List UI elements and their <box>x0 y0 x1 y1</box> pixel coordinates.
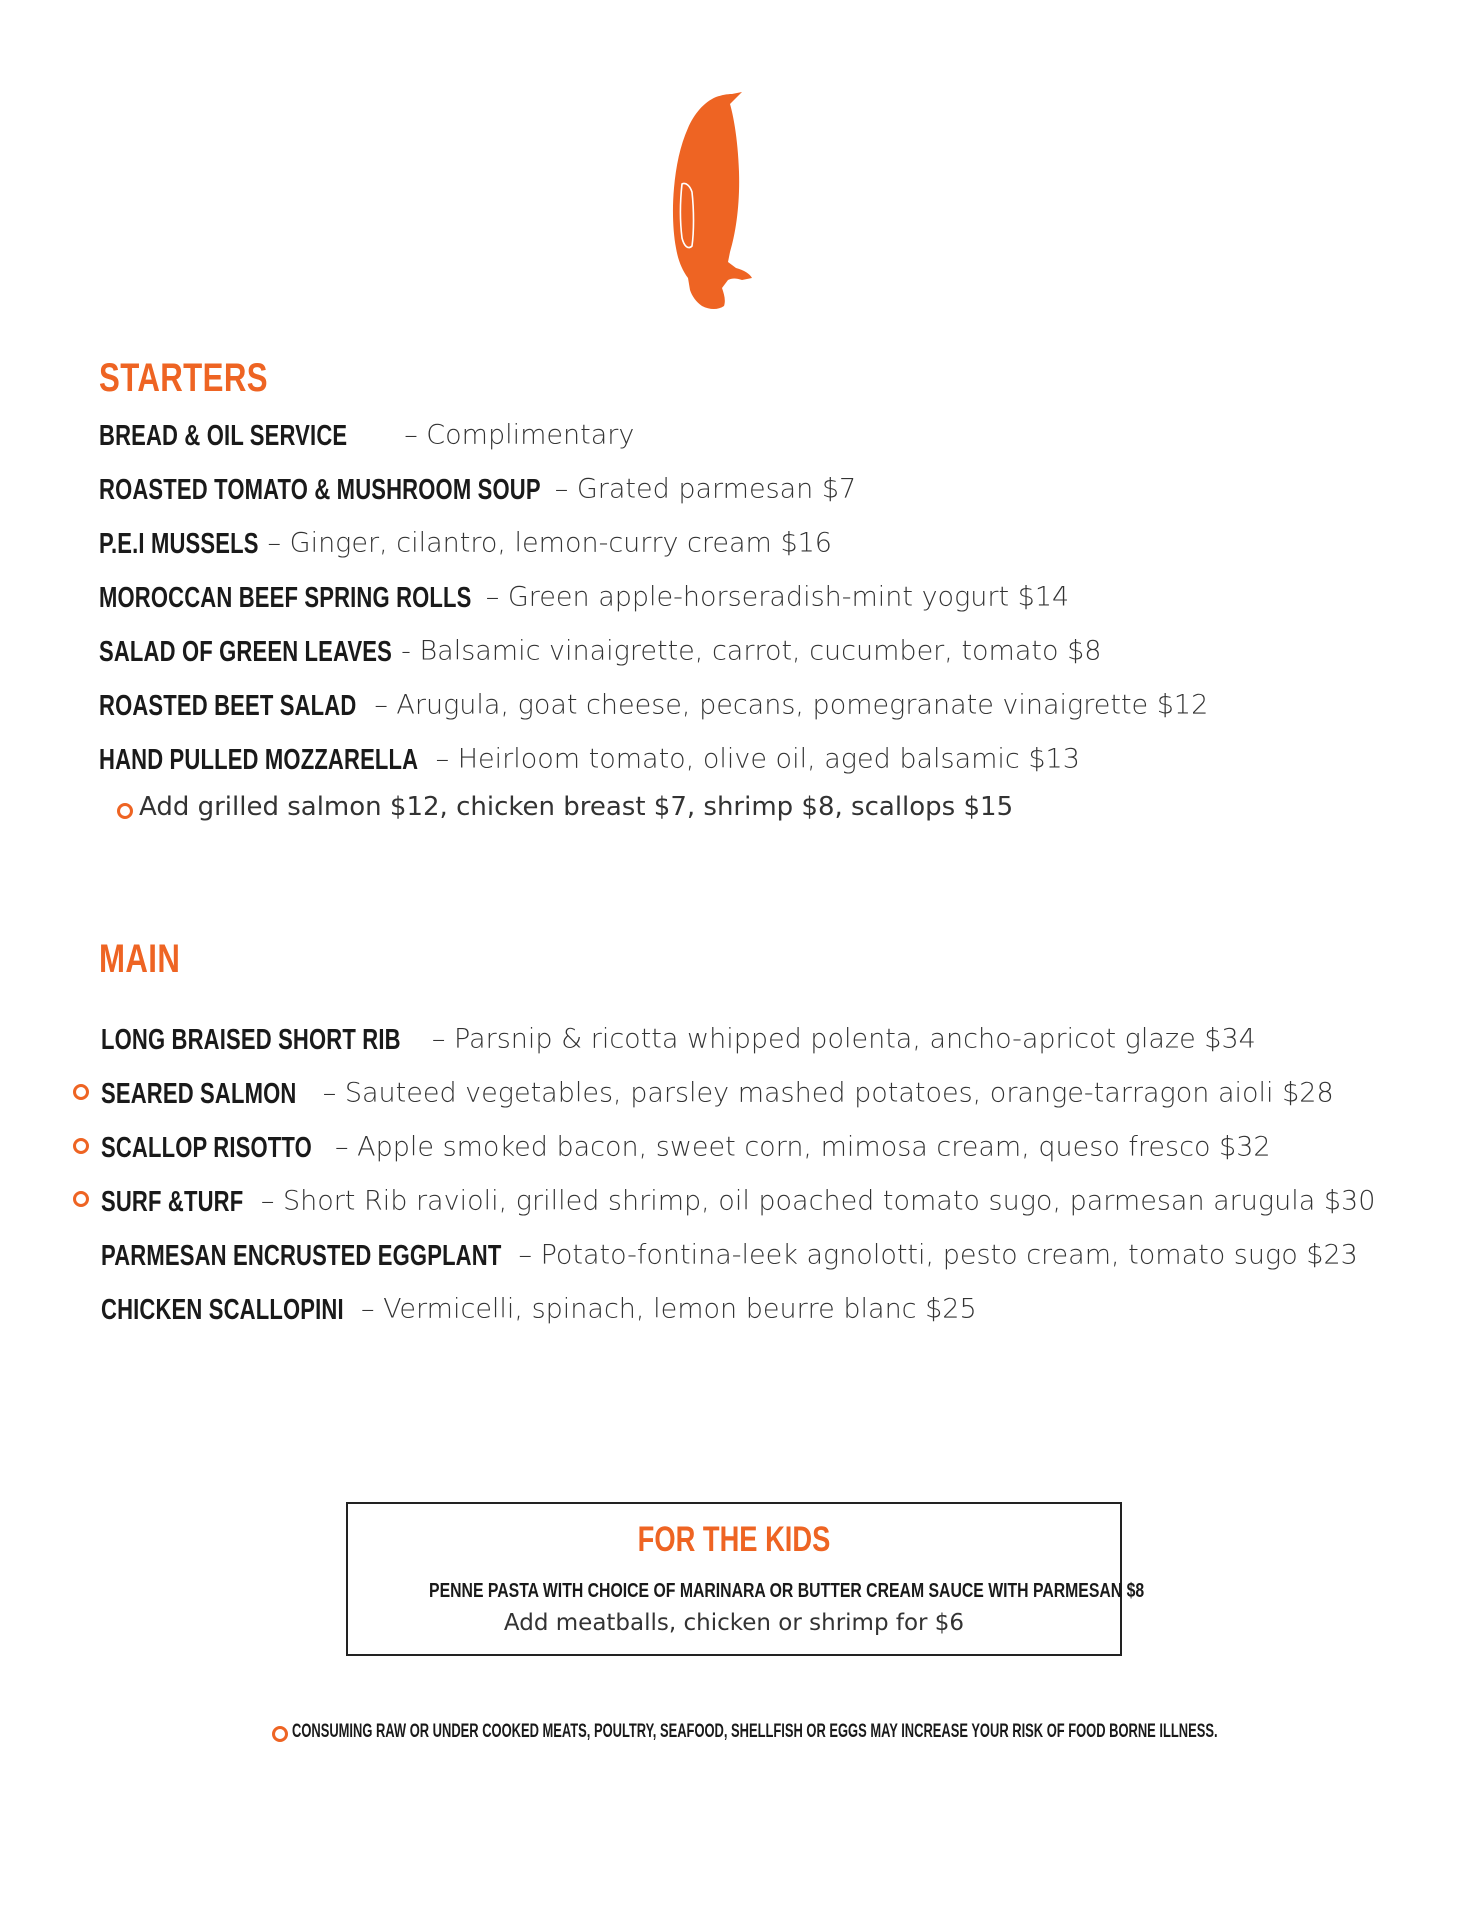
dish-description: Short Rib ravioli, grilled shrimp, oil poached tomato sugo, parmesan arugula $30 <box>282 1185 1376 1217</box>
dish-separator: – <box>314 1077 345 1109</box>
dish-description: Sauteed vegetables, parsley mashed potatoes, orange-tarragon aioli $28 <box>344 1077 1334 1109</box>
dish-separator: – <box>252 1185 283 1217</box>
dish-description: Potato-fontina-leek agnolotti, pesto cream, tomato sugo $23 <box>540 1239 1358 1271</box>
kids-addon: Add meatballs, chicken or shrimp for $6 <box>503 1610 965 1636</box>
dish-separator: – <box>365 689 397 721</box>
dish-separator: – <box>546 473 577 505</box>
dish-separator: – <box>352 1293 384 1325</box>
dish-description: Heirloom tomato, olive oil, aged balsamic $13 <box>457 743 1080 775</box>
dish-description: Complimentary <box>426 419 635 451</box>
dish-name: BREAD & OIL SERVICE <box>99 419 348 452</box>
raw-warning-bullet-icon <box>272 1726 288 1742</box>
kids-menu-box <box>346 1502 1145 1656</box>
food-safety-warning <box>272 1721 1484 1743</box>
dish-separator: – <box>509 1239 541 1271</box>
dish-description: Vermicelli, spinach, lemon beurre blanc $25 <box>383 1293 977 1325</box>
dish-description: Balsamic vinaigrette, carrot, cucumber, tomato $8 <box>419 635 1102 667</box>
dish-description: Apple smoked bacon, sweet corn, mimosa cream, queso fresco $32 <box>357 1131 1271 1163</box>
dish-separator: – <box>423 1023 454 1055</box>
dish-description: Ginger, cilantro, lemon-curry cream $16 <box>289 527 832 559</box>
dish-name: ROASTED TOMATO & MUSHROOM SOUP <box>99 473 541 506</box>
dish-separator: - <box>392 635 420 667</box>
dish-name: ROASTED BEET SALAD <box>99 689 357 722</box>
warning-text: CONSUMING RAW OR UNDER COOKED MEATS, POULTRY, SEAFOOD, SHELLFISH OR EGGS MAY INCREASE YOUR RISK OF FOOD BORNE ILLNESS. <box>292 1721 1218 1742</box>
dish-separator: – <box>427 743 458 775</box>
dish-separator: – <box>258 527 290 559</box>
raw-warning-bullet-icon <box>73 1084 89 1100</box>
dish-name: MOROCCAN BEEF SPRING ROLLS <box>99 581 472 614</box>
dish-name: HAND PULLED MOZZARELLA <box>99 743 419 776</box>
penguin-icon <box>672 92 756 314</box>
raw-warning-bullet-icon <box>117 803 133 819</box>
dish-name: PARMESAN ENCRUSTED EGGPLANT <box>101 1239 502 1272</box>
raw-warning-bullet-icon <box>73 1138 89 1154</box>
dish-separator: – <box>477 581 508 613</box>
dish-separator: – <box>326 1131 358 1163</box>
dish-description: Green apple-horseradish-mint yogurt $14 <box>507 581 1070 613</box>
dish-description: Grated parmesan $7 <box>576 473 857 505</box>
kids-title: FOR THE KIDS <box>637 1520 831 1559</box>
dish-name: SALAD OF GREEN LEAVES <box>99 635 393 668</box>
dish-name: SURF &TURF <box>101 1185 244 1218</box>
dish-name: CHICKEN SCALLOPINI <box>101 1293 344 1326</box>
kids-item: PENNE PASTA WITH CHOICE OF MARINARA OR BUTTER CREAM SAUCE WITH PARMESAN $8 <box>429 1580 1145 1602</box>
dish-description: Parsnip & ricotta whipped polenta, ancho-apricot glaze $34 <box>453 1023 1256 1055</box>
starters-addon: Add grilled salmon $12, chicken breast $7, shrimp $8, scallops $15 <box>139 792 1014 822</box>
dish-name: P.E.I MUSSELS <box>99 527 259 560</box>
raw-warning-bullet-icon <box>73 1191 89 1207</box>
dish-name: SCALLOP RISOTTO <box>101 1131 312 1164</box>
dish-name: LONG BRAISED SHORT RIB <box>101 1023 401 1056</box>
main-title: MAIN <box>99 937 181 981</box>
dish-name: SEARED SALMON <box>101 1077 297 1110</box>
starters-title: STARTERS <box>99 356 268 400</box>
dish-separator: – <box>395 419 427 451</box>
dish-description: Arugula, goat cheese, pecans, pomegranate vinaigrette $12 <box>396 689 1209 721</box>
